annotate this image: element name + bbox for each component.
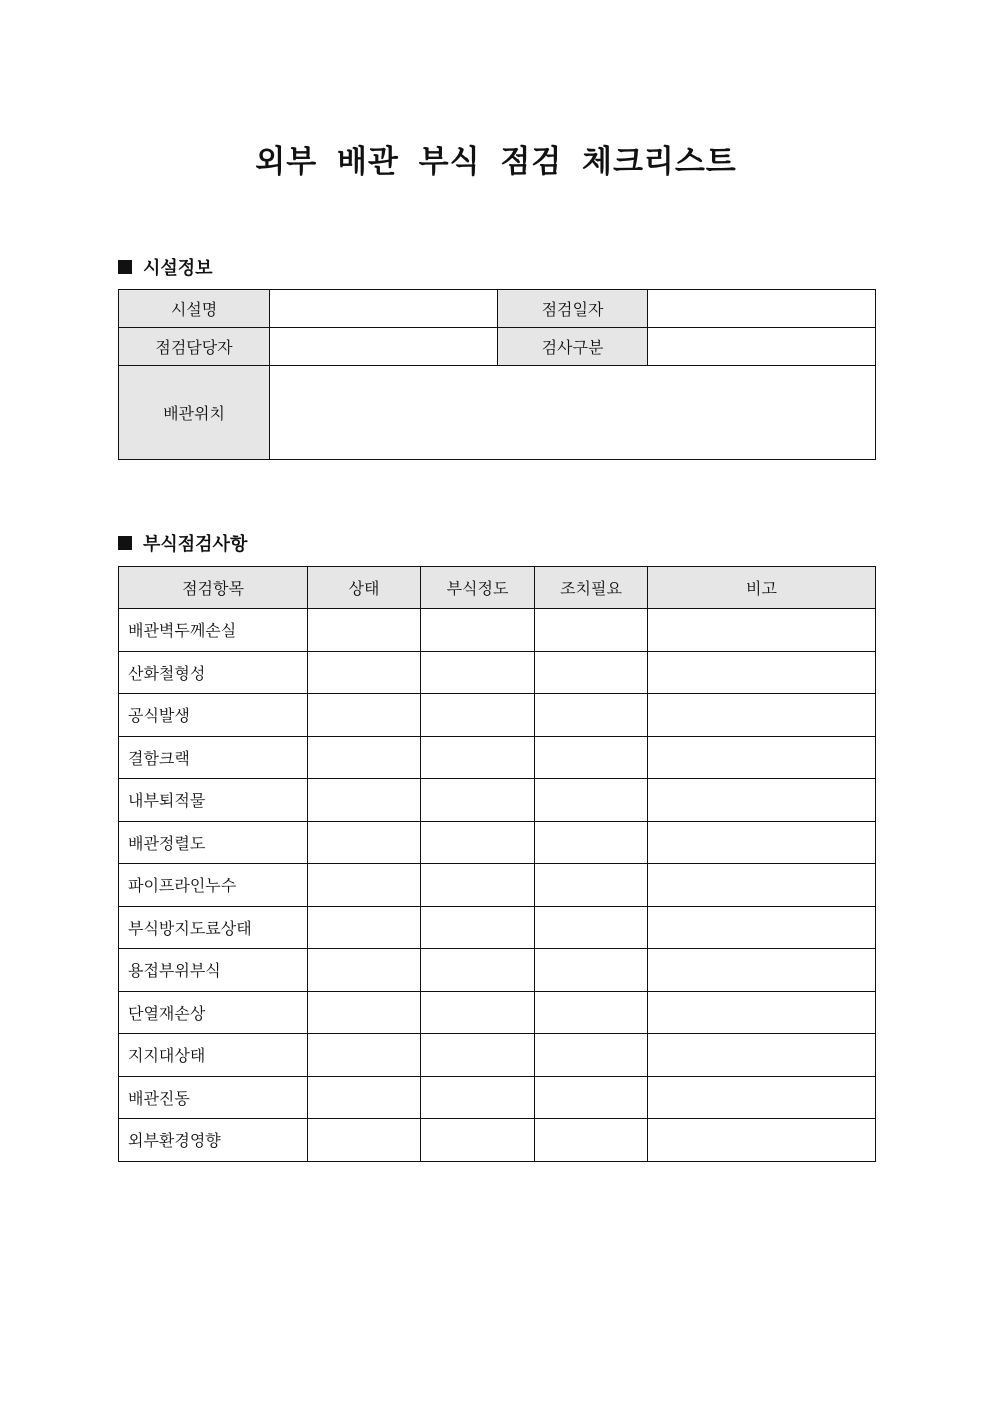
inspector-field[interactable]	[270, 328, 498, 366]
degree-cell[interactable]	[421, 1076, 535, 1119]
status-cell[interactable]	[308, 1076, 421, 1119]
table-row	[119, 949, 876, 992]
action-cell[interactable]	[535, 821, 648, 864]
action-cell[interactable]	[535, 864, 648, 907]
action-cell[interactable]	[535, 991, 648, 1034]
status-cell[interactable]	[308, 949, 421, 992]
degree-cell[interactable]	[421, 906, 535, 949]
status-cell[interactable]	[308, 991, 421, 1034]
column-header-degree: 부식정도	[421, 567, 535, 609]
square-bullet-icon	[118, 260, 132, 274]
status-cell[interactable]	[308, 694, 421, 737]
corrosion-checklist-table	[118, 566, 876, 1162]
note-cell[interactable]	[648, 906, 876, 949]
action-cell[interactable]	[535, 694, 648, 737]
note-cell[interactable]	[648, 694, 876, 737]
action-cell[interactable]	[535, 1076, 648, 1119]
item-label: 파이프라인누수	[119, 864, 308, 907]
degree-cell[interactable]	[421, 694, 535, 737]
item-label: 단열재손상	[119, 991, 308, 1034]
status-cell[interactable]	[308, 736, 421, 779]
table-row	[119, 736, 876, 779]
page-title: 외부 배관 부식 점검 체크리스트	[255, 144, 737, 180]
note-cell[interactable]	[648, 736, 876, 779]
action-cell[interactable]	[535, 609, 648, 652]
table-row	[119, 651, 876, 694]
degree-cell[interactable]	[421, 651, 535, 694]
label-facility-name: 시설명	[119, 290, 270, 328]
column-header-action: 조치필요	[535, 567, 648, 609]
table-header-row	[119, 567, 876, 609]
action-cell[interactable]	[535, 906, 648, 949]
table-row	[119, 864, 876, 907]
note-cell[interactable]	[648, 1034, 876, 1077]
status-cell[interactable]	[308, 609, 421, 652]
action-cell[interactable]	[535, 1034, 648, 1077]
item-label: 용접부위부식	[119, 949, 308, 992]
table-row	[119, 906, 876, 949]
item-label: 부식방지도료상태	[119, 906, 308, 949]
status-cell[interactable]	[308, 864, 421, 907]
status-cell[interactable]	[308, 1119, 421, 1162]
table-row	[119, 821, 876, 864]
degree-cell[interactable]	[421, 864, 535, 907]
note-cell[interactable]	[648, 821, 876, 864]
label-inspection-date: 점검일자	[498, 290, 648, 328]
section-heading-checklist	[118, 530, 247, 556]
item-label: 배관진동	[119, 1076, 308, 1119]
note-cell[interactable]	[648, 651, 876, 694]
column-header-status: 상태	[308, 567, 421, 609]
inspection-date-field[interactable]	[648, 290, 876, 328]
item-label: 공식발생	[119, 694, 308, 737]
label-inspector: 점검담당자	[119, 328, 270, 366]
status-cell[interactable]	[308, 651, 421, 694]
note-cell[interactable]	[648, 864, 876, 907]
degree-cell[interactable]	[421, 1119, 535, 1162]
section-title: 부식점검사항	[143, 534, 248, 555]
item-label: 결함크랙	[119, 736, 308, 779]
degree-cell[interactable]	[421, 736, 535, 779]
table-row	[119, 1076, 876, 1119]
note-cell[interactable]	[648, 1119, 876, 1162]
facility-name-field[interactable]	[270, 290, 498, 328]
pipe-location-field[interactable]	[270, 366, 876, 460]
item-label: 배관벽두께손실	[119, 609, 308, 652]
label-inspection-type: 검사구분	[498, 328, 648, 366]
action-cell[interactable]	[535, 1119, 648, 1162]
degree-cell[interactable]	[421, 1034, 535, 1077]
note-cell[interactable]	[648, 1076, 876, 1119]
status-cell[interactable]	[308, 906, 421, 949]
item-label: 내부퇴적물	[119, 779, 308, 822]
table-row	[119, 1034, 876, 1077]
table-row	[119, 779, 876, 822]
section-heading-facility-info	[118, 254, 213, 280]
degree-cell[interactable]	[421, 821, 535, 864]
status-cell[interactable]	[308, 1034, 421, 1077]
table-row	[119, 991, 876, 1034]
inspection-type-field[interactable]	[648, 328, 876, 366]
note-cell[interactable]	[648, 991, 876, 1034]
degree-cell[interactable]	[421, 779, 535, 822]
status-cell[interactable]	[308, 821, 421, 864]
degree-cell[interactable]	[421, 991, 535, 1034]
item-label: 산화철형성	[119, 651, 308, 694]
note-cell[interactable]	[648, 779, 876, 822]
action-cell[interactable]	[535, 651, 648, 694]
item-label: 배관정렬도	[119, 821, 308, 864]
degree-cell[interactable]	[421, 949, 535, 992]
table-row	[119, 609, 876, 652]
square-bullet-icon	[118, 536, 132, 550]
facility-info-table	[118, 289, 876, 460]
status-cell[interactable]	[308, 779, 421, 822]
action-cell[interactable]	[535, 779, 648, 822]
column-header-note: 비고	[648, 567, 876, 609]
action-cell[interactable]	[535, 736, 648, 779]
item-label: 지지대상태	[119, 1034, 308, 1077]
degree-cell[interactable]	[421, 609, 535, 652]
note-cell[interactable]	[648, 949, 876, 992]
column-header-item: 점검항목	[119, 567, 308, 609]
label-pipe-location: 배관위치	[119, 366, 270, 460]
section-title: 시설정보	[143, 258, 213, 279]
note-cell[interactable]	[648, 609, 876, 652]
table-row	[119, 1119, 876, 1162]
action-cell[interactable]	[535, 949, 648, 992]
item-label: 외부환경영향	[119, 1119, 308, 1162]
table-row	[119, 694, 876, 737]
